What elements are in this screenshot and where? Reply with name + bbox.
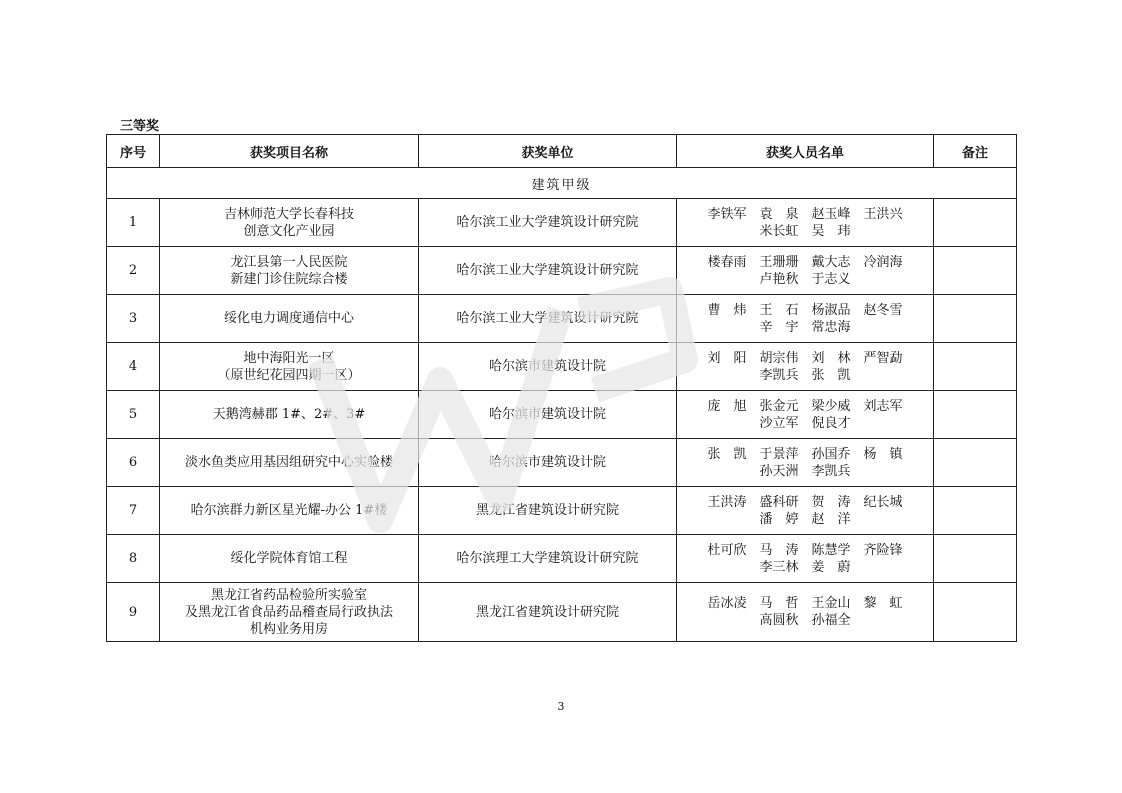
note-cell: [934, 247, 1017, 295]
project-name: [160, 391, 419, 439]
project-name-line: 绥化学院体育馆工程: [230, 551, 348, 566]
people-line: 潘 婷 赵 洋: [759, 511, 851, 527]
project-name-line: （原世纪花园四期一区）: [217, 367, 361, 383]
award-people: [677, 487, 934, 535]
project-name-line: 机构业务用房: [249, 621, 328, 637]
award-people: [677, 295, 934, 343]
row-index: 1: [107, 199, 160, 247]
page-number: 3: [557, 700, 565, 713]
header-people: 获奖人员名单: [677, 135, 934, 168]
award-people: [677, 343, 934, 391]
award-unit: 哈尔滨工业大学建筑设计研究院: [419, 247, 677, 295]
project-name-line: 淡水鱼类应用基因组研究中心实验楼: [184, 455, 393, 470]
people-line: 李凯兵 张 凯: [759, 367, 851, 383]
award-people: [677, 439, 934, 487]
note-cell: [934, 535, 1017, 583]
award-unit: 哈尔滨市建筑设计院: [419, 343, 677, 391]
project-name: [160, 199, 419, 247]
people-line: 岳冰凌 马 哲 王金山 黎 虹: [707, 596, 903, 611]
project-name-line: 龙江县第一人民医院: [230, 254, 348, 270]
people-line: 辛 宇 常忠海: [759, 319, 851, 335]
table-row: [107, 487, 1017, 535]
project-name-line: 新建门诊住院综合楼: [230, 271, 348, 287]
row-index: 3: [107, 295, 160, 343]
award-unit: 黑龙江省建筑设计研究院: [419, 583, 677, 642]
note-cell: [934, 439, 1017, 487]
award-unit: 黑龙江省建筑设计研究院: [419, 487, 677, 535]
table-row: [107, 439, 1017, 487]
people-line: 高圆秋 孙福全: [759, 613, 851, 628]
project-name-line: 地中海阳光一区: [243, 350, 335, 366]
project-name: [160, 439, 419, 487]
table-row: [107, 295, 1017, 343]
project-name-line: 创意文化产业园: [243, 223, 335, 239]
note-cell: [934, 295, 1017, 343]
note-cell: [934, 199, 1017, 247]
row-index: 6: [107, 439, 160, 487]
header-note: 备注: [934, 135, 1017, 168]
award-people: [677, 583, 934, 642]
project-name: [160, 583, 419, 642]
project-name-line: 黑龙江省药品检验所实验室: [210, 587, 367, 603]
row-index: 2: [107, 247, 160, 295]
people-line: 杜可欣 马 涛 陈慧学 齐险锋: [707, 542, 903, 558]
people-line: 楼春雨 王珊珊 戴大志 冷润海: [707, 254, 903, 270]
project-name: [160, 295, 419, 343]
award-people: [677, 247, 934, 295]
people-line: 卢艳秋 于志义: [759, 271, 851, 287]
row-index: 9: [107, 583, 160, 642]
table-row: [107, 583, 1017, 642]
category-label: 建筑甲级: [107, 168, 1017, 199]
people-line: 刘 阳 胡宗伟 刘 林 严智勐: [707, 350, 903, 366]
project-name: [160, 487, 419, 535]
people-line: 沙立军 倪良才: [759, 415, 851, 431]
people-line: 孙天洲 李凯兵: [759, 463, 851, 479]
award-table: [106, 134, 1017, 642]
people-line: 张 凯 于景萍 孙国乔 杨 镇: [707, 446, 903, 462]
header-index: 序号: [107, 135, 160, 168]
row-index: 7: [107, 487, 160, 535]
table-row: [107, 247, 1017, 295]
project-name-line: 及黑龙江省食品药品稽查局行政执法: [184, 604, 393, 620]
note-cell: [934, 583, 1017, 642]
note-cell: [934, 391, 1017, 439]
people-line: 王洪涛 盛科研 贺 涛 纪长城: [707, 494, 903, 510]
note-cell: [934, 487, 1017, 535]
project-name: [160, 535, 419, 583]
people-line: 李三林 姜 蔚: [759, 559, 851, 575]
award-people: [677, 535, 934, 583]
project-name-line: 天鹅湾赫郡 1#、2#、3#: [212, 407, 366, 422]
award-unit: 哈尔滨市建筑设计院: [419, 439, 677, 487]
project-name-line: 吉林师范大学长春科技: [223, 206, 354, 222]
table-row: [107, 391, 1017, 439]
award-unit: 哈尔滨理工大学建筑设计研究院: [419, 535, 677, 583]
note-cell: [934, 343, 1017, 391]
people-line: 曹 炜 王 石 杨淑品 赵冬雪: [707, 302, 903, 318]
award-unit: 哈尔滨市建筑设计院: [419, 391, 677, 439]
project-name: [160, 343, 419, 391]
people-line: 米长虹 吴 玮: [759, 223, 851, 239]
people-line: 庞 旭 张金元 梁少威 刘志军: [707, 398, 903, 414]
award-unit: 哈尔滨工业大学建筑设计研究院: [419, 199, 677, 247]
people-line: 李铁军 袁 泉 赵玉峰 王洪兴: [707, 206, 903, 222]
table-header-row: [107, 135, 1017, 168]
award-people: [677, 199, 934, 247]
table-row: [107, 199, 1017, 247]
project-name: [160, 247, 419, 295]
table-row: [107, 343, 1017, 391]
award-people: [677, 391, 934, 439]
section-title: 三等奖: [120, 119, 160, 134]
project-name-line: 哈尔滨群力新区星光耀-办公 1#楼: [190, 503, 388, 518]
header-unit: 获奖单位: [419, 135, 677, 168]
header-project: 获奖项目名称: [160, 135, 419, 168]
row-index: 5: [107, 391, 160, 439]
project-name-line: 绥化电力调度通信中心: [223, 311, 354, 326]
row-index: 8: [107, 535, 160, 583]
category-row: [107, 168, 1017, 199]
award-unit: 哈尔滨工业大学建筑设计研究院: [419, 295, 677, 343]
row-index: 4: [107, 343, 160, 391]
table-row: [107, 535, 1017, 583]
